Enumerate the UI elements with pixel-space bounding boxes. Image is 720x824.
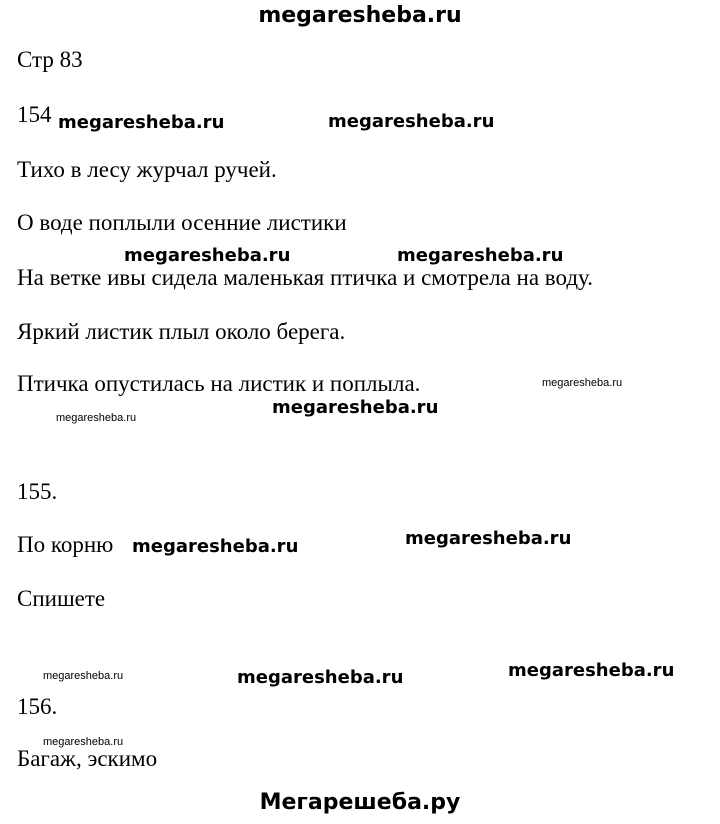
watermark-bold: megaresheba.ru (508, 660, 675, 681)
watermark-bold: megaresheba.ru (58, 112, 225, 133)
watermark-small: megaresheba.ru (542, 377, 623, 389)
header-watermark: megaresheba.ru (258, 3, 462, 28)
exercise-154-number: 154 (17, 102, 52, 127)
exercise-156-line-1: Багаж, эскимо (17, 746, 158, 771)
watermark-bold: megaresheba.ru (397, 245, 564, 266)
exercise-154-line-5: Птичка опустилась на листик и поплыла. (17, 371, 421, 396)
watermark-small: megaresheba.ru (56, 412, 137, 424)
exercise-156-number: 156. (17, 694, 58, 719)
exercise-154-line-1: Тихо в лесу журчал ручей. (17, 157, 277, 182)
page-label: Стр 83 (17, 47, 83, 72)
exercise-155-line-2: Спишете (17, 586, 106, 611)
footer-brand: Мегарешеба.ру (259, 790, 461, 815)
watermark-bold: megaresheba.ru (132, 536, 299, 557)
exercise-154-line-2: О воде поплыли осенние листики (17, 210, 347, 235)
watermark-small: megaresheba.ru (43, 670, 124, 682)
exercise-155-number: 155. (17, 479, 58, 504)
exercise-155-line-1: По корню (17, 532, 114, 557)
watermark-bold: megaresheba.ru (328, 111, 495, 132)
watermark-small: megaresheba.ru (43, 736, 124, 748)
watermark-bold: megaresheba.ru (272, 397, 439, 418)
exercise-154-line-4: Яркий листик плыл около берега. (17, 319, 346, 344)
exercise-154-line-3: На ветке ивы сидела маленькая птичка и смотрела на воду. (17, 265, 593, 290)
watermark-bold: megaresheba.ru (124, 245, 291, 266)
watermark-bold: megaresheba.ru (405, 528, 572, 549)
watermark-bold: megaresheba.ru (237, 667, 404, 688)
